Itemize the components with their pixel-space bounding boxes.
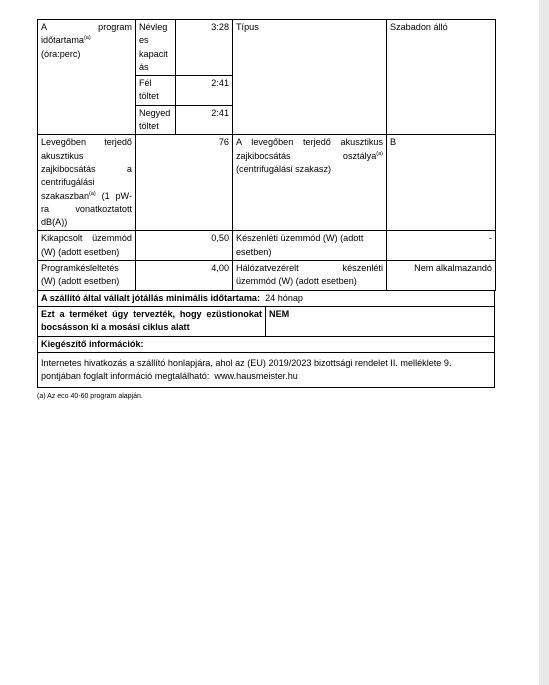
network-standby-value-cell (387, 261, 496, 291)
guarantee-label: A szállító által vállalt jótállás minimális időtartama: (41, 292, 260, 303)
table-row (38, 352, 495, 388)
supplier-url: www.hausmeister.hu (214, 371, 298, 382)
silver-label-cell (38, 307, 266, 336)
noise-class-value: B (390, 137, 397, 148)
noise-value-cell (136, 135, 233, 231)
table-row (38, 307, 495, 336)
noise-class-label-cell (233, 135, 387, 231)
network-standby-value: Nem alkalmazandó (414, 263, 492, 274)
off-mode-value-cell (136, 231, 233, 261)
standby-value: - (488, 233, 492, 244)
footnote-ref: (a) (376, 150, 383, 157)
network-standby-label-cell (233, 261, 387, 291)
subrow-label: Negyed töltet (139, 107, 171, 132)
delay-value-cell (136, 261, 233, 291)
noise-class-label: A levegőben terjedő akusztikus zajkibocsátás osztálya (236, 137, 383, 161)
noise-class-label-suffix: (centrifugálási szakasz) (236, 163, 332, 174)
additional-text-cell (38, 352, 495, 388)
noise-label-cell (38, 135, 136, 231)
guarantee-cell (38, 291, 495, 307)
page-edge (539, 0, 549, 685)
subrow-value: 3:28 (211, 22, 229, 32)
noise-value: 76 (218, 137, 229, 148)
table-row (38, 20, 496, 76)
footnote-ref: (a) (89, 190, 96, 197)
off-mode-value: 0,50 (211, 233, 229, 244)
sub-value-cell (176, 105, 233, 135)
additional-text: Internetes hivatkozás a szállító honlapjára, ahol az (EU) 2019/2023 bizottsági rendelet II. melléklete 9. pontjában foglalt információ megtalálható: (41, 357, 452, 382)
noise-label: Levegőben terjedő akusztikus zajkibocsátás a centrifugálási szakaszban (41, 137, 132, 201)
spec-table-main (37, 19, 496, 291)
table-row (38, 231, 496, 261)
table-row (38, 135, 496, 231)
silver-value-cell (266, 307, 495, 336)
spec-table-silver (37, 307, 495, 337)
delay-label-cell (38, 261, 136, 291)
product-info-sheet (37, 19, 495, 401)
sub-value-cell (176, 20, 233, 76)
type-label-cell (233, 20, 387, 135)
off-mode-label: Kikapcsolt üzemmód (W) (adott esetben) (41, 233, 132, 257)
program-time-label-cell (38, 20, 136, 135)
noise-class-value-cell (387, 135, 496, 231)
spec-table-additional (37, 337, 495, 389)
standby-label-cell (233, 231, 387, 261)
subrow-value: 2:41 (211, 78, 229, 89)
table-row (38, 337, 495, 353)
subrow-value: 2:41 (211, 107, 229, 118)
additional-label-cell (38, 337, 495, 353)
network-standby-label: Hálózatvezérelt készenléti üzemmód (W) (adott esetben) (236, 263, 383, 287)
noise-label-unit: (1 pW-ra vonatkoztatott dB(A)) (41, 190, 132, 228)
subrow-label: Fél töltet (139, 78, 159, 102)
type-value-cell (387, 20, 496, 135)
type-label: Típus (236, 22, 259, 32)
type-value: Szabadon álló (390, 22, 448, 32)
additional-label: Kiegészítő információk: (41, 338, 144, 349)
program-time-label: A program időtartama (41, 22, 132, 46)
footnote-ref: (a) (83, 35, 91, 42)
silver-label: Ezt a terméket úgy tervezték, hogy ezüstionokat bocsásson ki a mosási ciklus alatt (41, 308, 262, 333)
table-row (38, 291, 495, 307)
table-row (38, 261, 496, 291)
program-time-unit: (óra:perc) (41, 48, 81, 59)
sub-label-cell (136, 105, 176, 135)
standby-label: Készenléti üzemmód (W) (adott esetben) (236, 233, 364, 257)
standby-value-cell (387, 231, 496, 261)
guarantee-value: 24 hónap (265, 292, 303, 303)
footnote: (a) Az eco 40-60 program alapján. (37, 393, 143, 401)
silver-value: NEM (269, 308, 290, 319)
delay-label: Programkésleltetés (W) (adott esetben) (41, 263, 120, 287)
off-mode-label-cell (38, 231, 136, 261)
sub-value-cell (176, 76, 233, 106)
sub-label-cell (136, 76, 176, 106)
delay-value: 4,00 (211, 263, 229, 274)
spec-table-guarantee (37, 291, 495, 307)
subrow-label: Névleges kapacitás (139, 22, 168, 72)
sub-label-cell (136, 20, 176, 76)
